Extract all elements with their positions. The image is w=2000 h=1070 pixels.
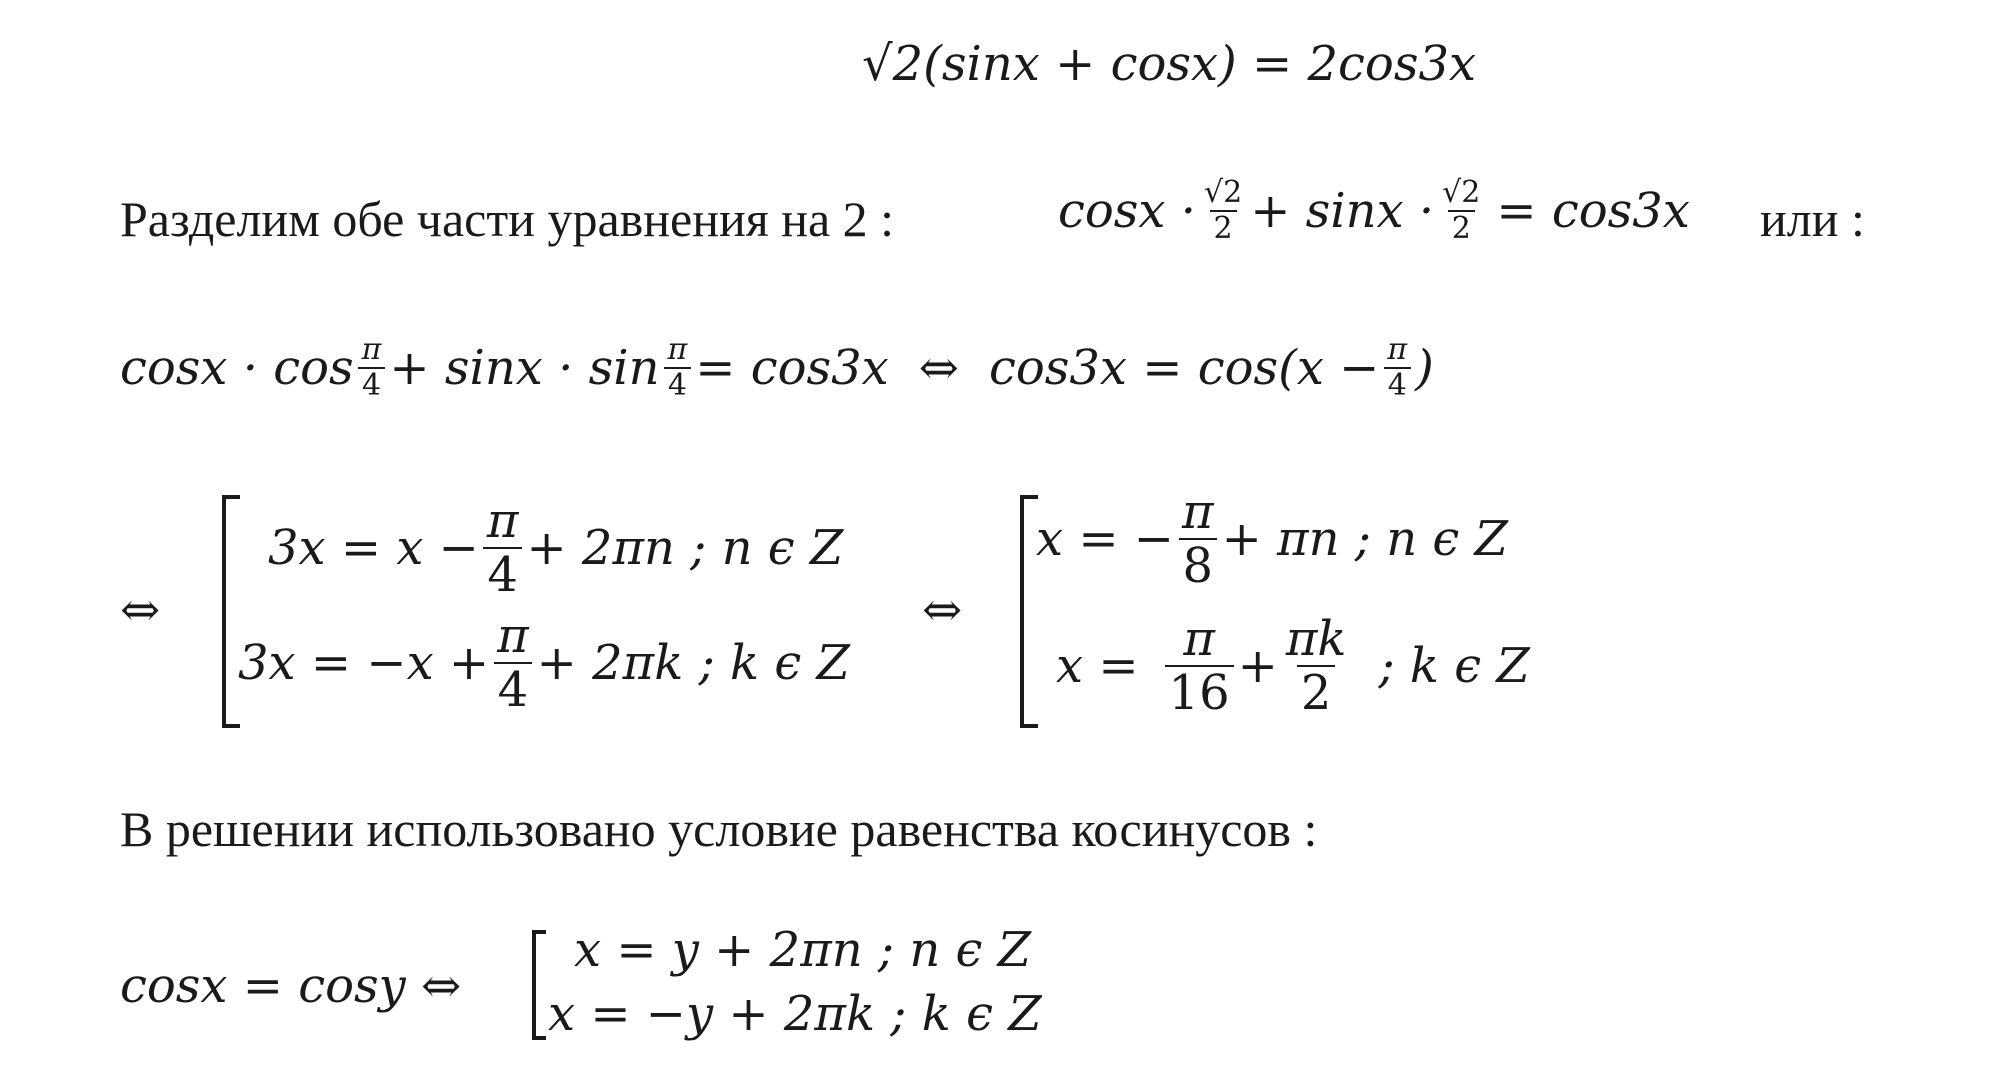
main-equation-body: 2(sinx + cosx) = 2cos3x [892,36,1477,92]
or-label: или : [1760,191,1865,247]
fraction-numerator: π [667,332,688,367]
system2-equivalence: ⇔ [922,582,963,638]
fraction-denominator: 4 [1384,367,1411,401]
fraction-denominator: 8 [1179,538,1218,590]
fraction-denominator: 2 [1297,665,1336,717]
fraction-pi-over-4-c [1383,332,1411,403]
note-text: В решении использовано условие равенства косинусов : [120,801,1318,857]
divide-step-text: Разделим обе части уравнения на 2 : [120,191,895,247]
identity-term-1: cosx · cos [120,340,354,396]
system2-row2-lhs: x = [1056,638,1139,694]
rule-lhs: cosx = cosy ⇔ [120,958,462,1014]
fraction-numerator: πk [1285,611,1347,667]
system2-row1-rhs: + πn ; n ϵ Z [1221,511,1508,567]
fraction-numerator: π [1387,332,1408,367]
fraction-denominator: 4 [358,367,385,401]
system2-row2-rhs: ; k ϵ Z [1378,638,1530,694]
main-equation [862,36,1476,92]
fraction-numerator: π [1183,611,1215,667]
system1-row2-rhs: + 2πk ; k ϵ Z [536,635,850,691]
fraction-denominator: 4 [483,547,522,599]
identity-term-3: = cos3x [695,340,889,396]
fraction-pik-over-2 [1282,611,1351,721]
fraction-sqrt2-over-2-b [1438,175,1484,246]
divide-term-3: = cos3x [1496,183,1690,239]
sqrt-sign: √ [862,36,893,92]
system1-row1-lhs: 3x = x − [268,520,479,576]
divide-term-2: + sinx · [1250,183,1435,239]
fraction-denominator: 2 [1448,210,1475,244]
fraction-numerator: √2 [1204,175,1243,210]
fraction-denominator: 2 [1210,210,1237,244]
rule-row2: x = −y + 2πk ; k ϵ Z [548,986,1042,1042]
fraction-denominator: 4 [664,367,691,401]
fraction-pi-over-4-b [493,608,533,718]
fraction-pi-over-8 [1178,484,1218,594]
fraction-numerator: π [361,332,382,367]
fraction-pi-over-4 [483,493,523,603]
plus-sign: + [1237,638,1278,694]
identity-term-2: + sinx · sin [389,340,660,396]
fraction-numerator: π [1182,484,1214,540]
identity-term-4: cos3x = cos(x − [988,340,1380,396]
fraction-pi-over-4-b [664,332,692,403]
fraction-numerator: π [486,493,519,549]
system1-row2 [238,608,850,718]
divide-step-equation [1058,175,1690,246]
fraction-numerator: π [497,608,529,664]
system1-row2-lhs: 3x = −x + [238,635,490,691]
fraction-pi-over-4 [358,332,386,403]
system1-row1-rhs: + 2πn ; n ϵ Z [526,520,844,576]
cosine-identity-line [120,332,1434,403]
system1-equivalence: ⇔ [120,582,161,638]
fraction-numerator: √2 [1442,175,1481,210]
fraction-sqrt2-over-2 [1200,175,1246,246]
system1-row1 [268,493,844,603]
identity-term-5: ) [1415,340,1434,396]
fraction-denominator: 16 [1165,665,1234,717]
fraction-denominator: 4 [494,662,533,714]
divide-term-1: cosx · [1058,183,1196,239]
rule-bracket [532,930,546,1040]
system2-row1-lhs: x = − [1036,511,1175,567]
equivalence-symbol: ⇔ [918,340,959,396]
system2-row1 [1036,484,1508,594]
system2-row2 [1056,611,1530,721]
rule-row1: x = y + 2πn ; n ϵ Z [574,922,1032,978]
fraction-pi-over-16 [1165,611,1234,721]
